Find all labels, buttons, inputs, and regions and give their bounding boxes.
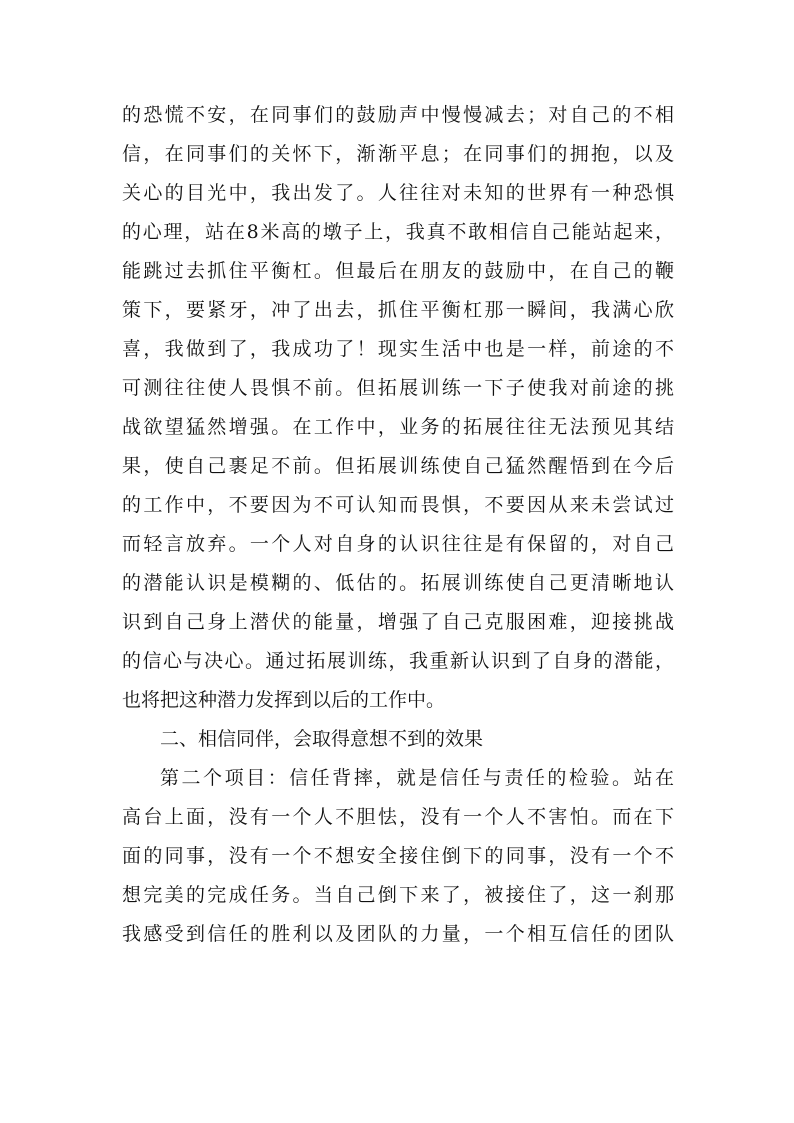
text-line: 信，在同事们的关怀下，渐渐平息；在同事们的拥抱，以及 bbox=[122, 143, 674, 165]
text-line: 我感受到信任的胜利以及团队的力量，一个相互信任的团队 bbox=[122, 923, 674, 945]
paragraph-2 bbox=[122, 759, 674, 954]
section-heading bbox=[122, 720, 674, 759]
text-line: 能跳过去抓住平衡杠。但最后在朋友的鼓励中，在自己的鞭 bbox=[122, 260, 674, 282]
text-line: 果，使自己裹足不前。但拓展训练使自己猛然醒悟到在今后 bbox=[122, 455, 674, 477]
text-line: 的信心与决心。通过拓展训练，我重新认识到了自身的潜能， bbox=[122, 650, 674, 672]
text-line: 关心的目光中，我出发了。人往往对未知的世界有一种恐惧 bbox=[122, 182, 674, 204]
text-line: 的心理，站在8米高的墩子上，我真不敢相信自己能站起来， bbox=[122, 221, 674, 243]
text-line: 识到自己身上潜伏的能量，增强了自己克服困难，迎接挑战 bbox=[122, 611, 674, 633]
text-line: 可测往往使人畏惧不前。但拓展训练一下子使我对前途的挑 bbox=[122, 377, 674, 399]
document-body bbox=[122, 96, 674, 954]
heading-line: 二、相信同伴，会取得意想不到的效果 bbox=[160, 728, 484, 750]
text-line: 高台上面，没有一个人不胆怯，没有一个人不害怕。而在下 bbox=[122, 806, 674, 828]
text-line: 的恐慌不安，在同事们的鼓励声中慢慢减去；对自己的不相 bbox=[122, 104, 674, 126]
text-line: 而轻言放弃。一个人对自身的认识往往是有保留的，对自己 bbox=[122, 533, 674, 555]
text-line: 战欲望猛然增强。在工作中，业务的拓展往往无法预见其结 bbox=[122, 416, 674, 438]
text-line: 面的同事，没有一个不想安全接住倒下的同事，没有一个不 bbox=[122, 845, 674, 867]
text-line: 第二个项目：信任背摔，就是信任与责任的检验。站在 bbox=[160, 767, 674, 789]
text-line: 也将把这种潜力发挥到以后的工作中。 bbox=[122, 689, 446, 711]
text-line: 策下，要紧牙，冲了出去，抓住平衡杠那一瞬间，我满心欣 bbox=[122, 299, 674, 321]
paragraph-1 bbox=[122, 96, 674, 720]
text-line: 的潜能认识是模糊的、低估的。拓展训练使自己更清晰地认 bbox=[122, 572, 674, 594]
text-line: 喜，我做到了，我成功了！现实生活中也是一样，前途的不 bbox=[122, 338, 674, 360]
text-line: 想完美的完成任务。当自己倒下来了，被接住了，这一刹那 bbox=[122, 884, 674, 906]
text-line: 的工作中，不要因为不可认知而畏惧，不要因从来未尝试过 bbox=[122, 494, 674, 516]
